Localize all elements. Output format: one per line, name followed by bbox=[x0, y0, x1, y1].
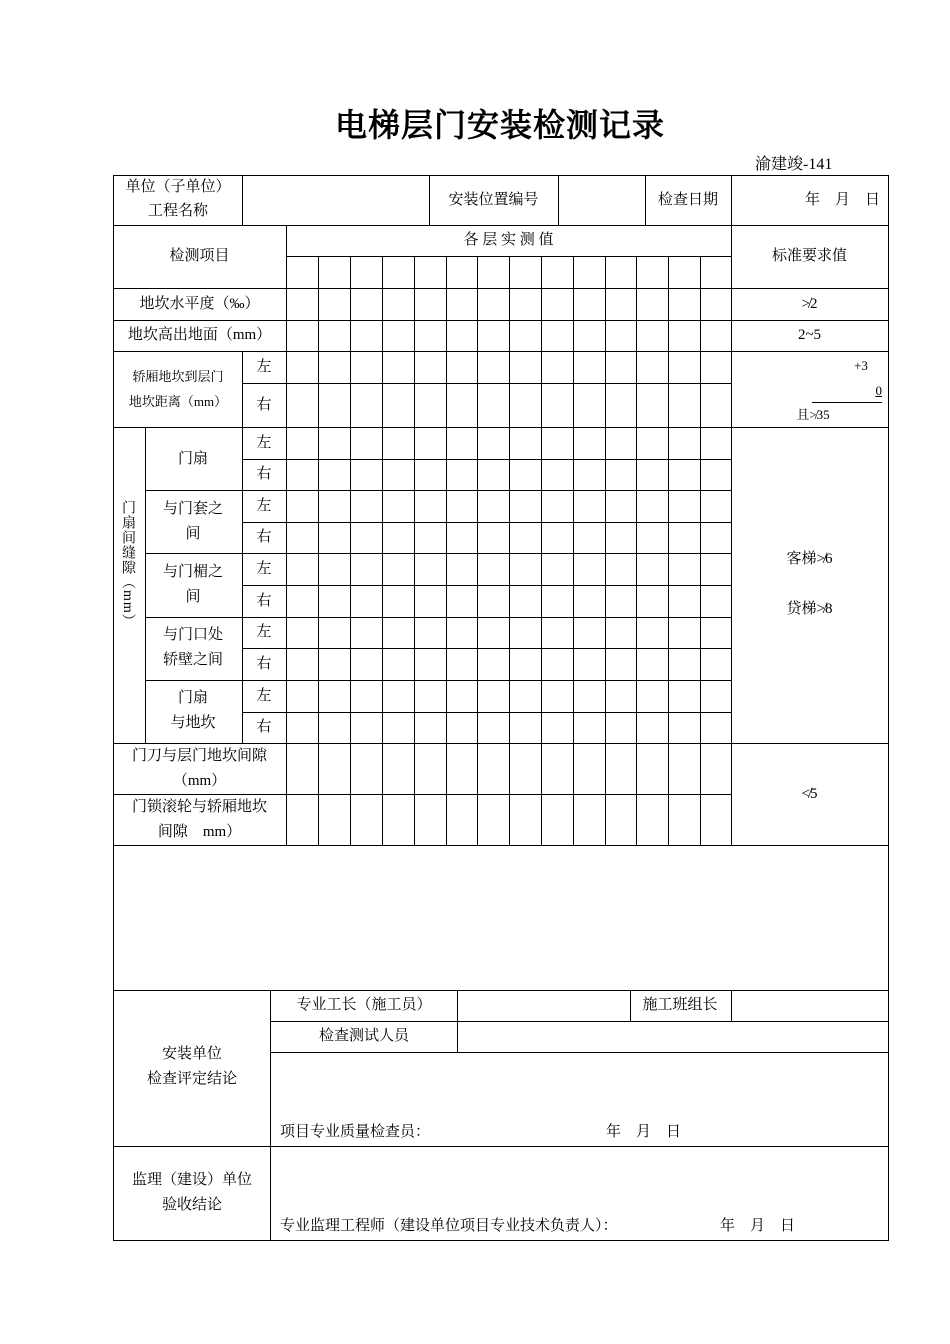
grid-line bbox=[242, 175, 243, 226]
team-leader-label: 施工班组长 bbox=[642, 997, 718, 1013]
grid-line bbox=[113, 1240, 889, 1241]
gap-item-4-l2: 轿壁之间 bbox=[162, 652, 223, 668]
gap-item-2-l2: 间 bbox=[185, 526, 201, 542]
grid-line bbox=[145, 490, 732, 491]
car-landing-left: 左 bbox=[256, 359, 272, 375]
door-lock-l1: 门锁滚轮与轿厢地坎 bbox=[131, 799, 267, 815]
measured-label: 各 层 实 测 值 bbox=[463, 232, 554, 248]
car-landing-label-2: 地坎距离（mm） bbox=[128, 394, 228, 409]
grid-line bbox=[888, 175, 889, 1241]
gap-left-label: 左 bbox=[256, 560, 272, 577]
sill-level-label: 地坎水平度（‰） bbox=[139, 296, 260, 312]
grid-line bbox=[382, 256, 383, 846]
sill-height-standard: 2~5 bbox=[797, 327, 822, 343]
grid-line bbox=[113, 351, 889, 352]
grid-line bbox=[414, 256, 415, 846]
grid-line bbox=[573, 256, 574, 846]
gap-right-label: 右 bbox=[256, 719, 272, 735]
grid-line bbox=[113, 990, 889, 991]
gap-right-label: 右 bbox=[256, 655, 272, 672]
page-title: 电梯层门安装检测记录 bbox=[334, 107, 665, 143]
grid-line bbox=[242, 522, 732, 523]
tester-label: 检查测试人员 bbox=[318, 1028, 409, 1044]
grid-line bbox=[113, 427, 889, 428]
door-knife-l2: （mm） bbox=[172, 773, 227, 789]
check-date-label: 检查日期 bbox=[657, 191, 718, 208]
install-unit-1: 安装单位 bbox=[161, 1046, 222, 1062]
grid-line bbox=[509, 256, 510, 846]
grid-line bbox=[668, 256, 669, 846]
form-code: 渝建竣-141 bbox=[755, 156, 833, 173]
date-placeholder: 年 月 日 bbox=[804, 191, 880, 208]
unit-label-2: 工程名称 bbox=[147, 203, 208, 219]
grid-line bbox=[558, 175, 559, 226]
gap-standard-1: 客梯≯6 bbox=[786, 551, 833, 567]
grid-line bbox=[270, 1052, 889, 1053]
item-label: 检测项目 bbox=[169, 248, 230, 264]
gap-right-label: 右 bbox=[256, 592, 272, 609]
sill-height-label: 地坎高出地面（mm） bbox=[127, 327, 272, 343]
date-2: 年 月 日 bbox=[720, 1218, 796, 1234]
grid-line bbox=[605, 256, 606, 846]
sill-level-standard: ≯2 bbox=[801, 296, 818, 312]
grid-line bbox=[242, 585, 732, 586]
gap-item-4-l1: 与门口处 bbox=[162, 627, 223, 643]
gap-item-1-l2 bbox=[145, 472, 241, 490]
grid-line bbox=[636, 256, 637, 846]
unit-label-1: 单位（子单位） bbox=[125, 179, 231, 195]
car-landing-std-bottom: 且≯35 bbox=[796, 406, 830, 422]
door-knife-l1: 门刀与层门地坎间隙 bbox=[131, 748, 267, 764]
supervisor-2: 验收结论 bbox=[161, 1197, 222, 1213]
grid-line bbox=[477, 256, 478, 846]
grid-line bbox=[113, 845, 889, 846]
car-landing-std-mid: 0 bbox=[812, 378, 882, 403]
install-unit-2: 检查评定结论 bbox=[146, 1071, 237, 1087]
grid-line bbox=[457, 990, 458, 1053]
knife-lock-standard: ≮5 bbox=[801, 786, 818, 802]
gap-left-label: 左 bbox=[256, 434, 272, 451]
date-1: 年 月 日 bbox=[606, 1124, 682, 1140]
gap-item-1-l1: 门扇 bbox=[177, 451, 208, 467]
gap-right-label: 右 bbox=[256, 529, 272, 545]
foreman-label: 专业工长（施工员） bbox=[296, 997, 432, 1013]
grid-line bbox=[242, 712, 732, 713]
grid-line bbox=[145, 680, 732, 681]
standard-label: 标准要求值 bbox=[771, 248, 847, 264]
door-lock-l2: 间隙 mm） bbox=[157, 824, 242, 840]
grid-line bbox=[113, 1146, 889, 1147]
car-landing-right: 右 bbox=[256, 396, 272, 413]
grid-line bbox=[242, 459, 732, 460]
gap-item-2-l1: 与门套之 bbox=[162, 501, 223, 517]
gap-item-3-l2: 间 bbox=[185, 589, 201, 605]
car-landing-label-1: 轿厢地坎到层门 bbox=[132, 369, 224, 384]
gap-left-label: 左 bbox=[256, 624, 272, 640]
car-landing-std-top: +3 bbox=[854, 357, 868, 373]
gap-item-5-l1: 门扇 bbox=[177, 690, 208, 706]
grid-line bbox=[318, 256, 319, 846]
grid-line bbox=[242, 383, 732, 384]
grid-line bbox=[286, 225, 287, 846]
gap-right-label: 右 bbox=[256, 466, 272, 482]
grid-line bbox=[700, 256, 701, 846]
grid-line bbox=[350, 256, 351, 846]
grid-line bbox=[731, 990, 732, 1022]
grid-line bbox=[541, 256, 542, 846]
grid-line bbox=[145, 617, 732, 618]
grid-line bbox=[446, 256, 447, 846]
door-gap-group-label: 门扇间缝隙（mm） bbox=[120, 500, 135, 629]
supervisor-1: 监理（建设）单位 bbox=[131, 1172, 252, 1188]
supervisor-engineer-label: 专业监理工程师（建设单位项目专业技术负责人）： bbox=[280, 1218, 618, 1234]
grid-line bbox=[145, 553, 732, 554]
quality-inspector-label: 项目专业质量检查员： bbox=[280, 1124, 431, 1140]
install-position-label: 安装位置编号 bbox=[448, 191, 539, 208]
gap-left-label: 左 bbox=[256, 687, 272, 704]
gap-item-5-l2: 与地坎 bbox=[170, 715, 216, 731]
gap-item-3-l1: 与门楣之 bbox=[162, 564, 223, 580]
grid-line bbox=[242, 648, 732, 649]
gap-standard-2: 贷梯≯8 bbox=[786, 601, 833, 617]
gap-left-label: 左 bbox=[256, 497, 272, 514]
